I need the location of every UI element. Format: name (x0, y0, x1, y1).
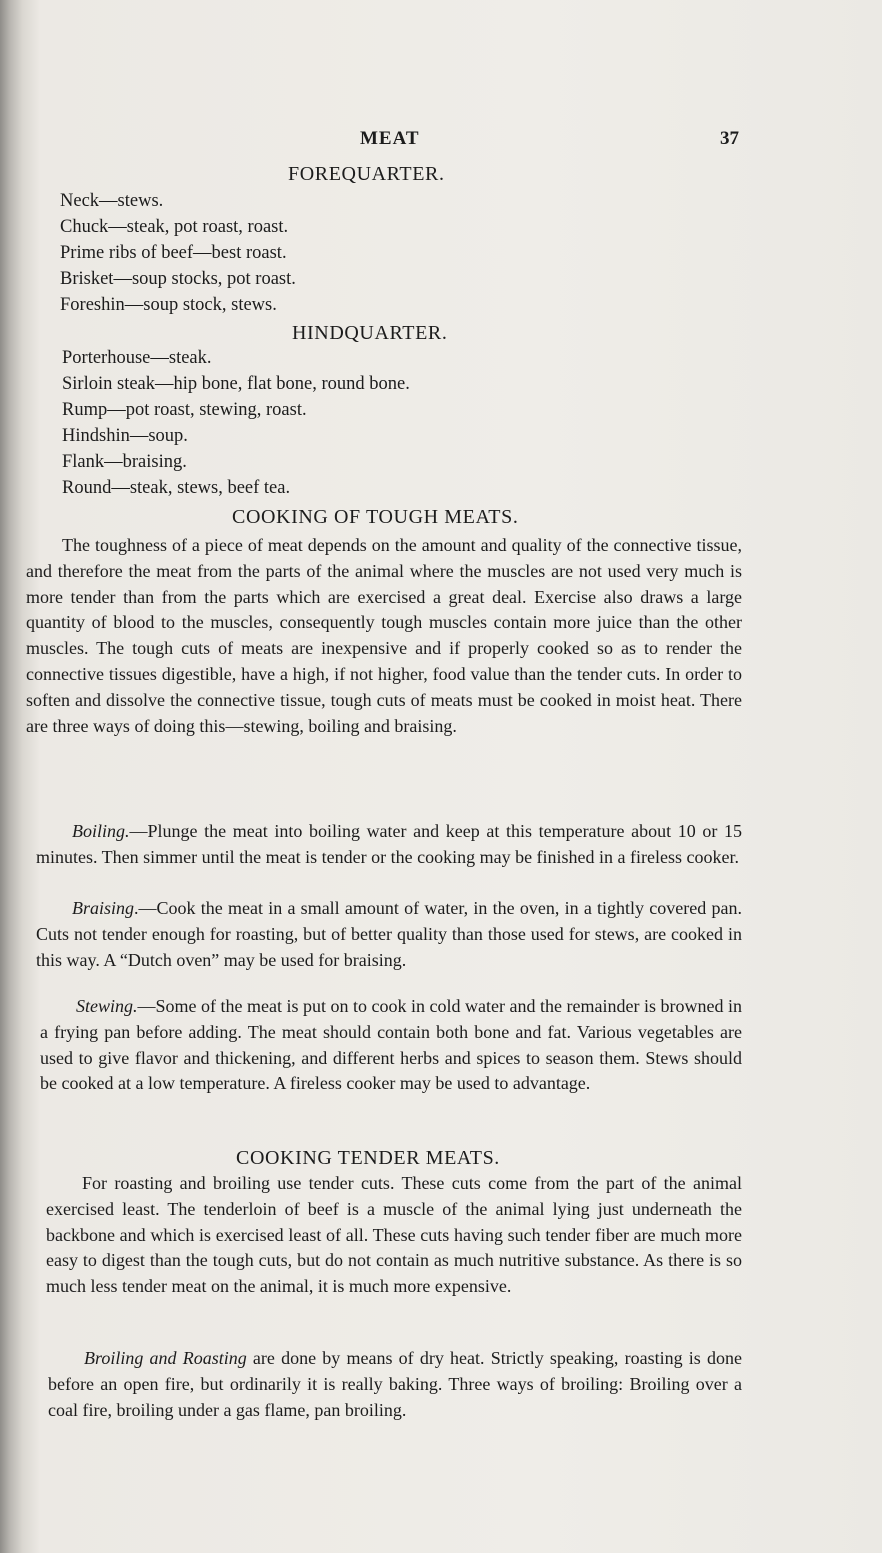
list-item: Neck—stews. (60, 191, 164, 211)
boiling-paragraph (36, 819, 742, 871)
boiling-text: —Plunge the meat into boiling water and keep at this temperature about 10 or 15 minutes. Then simmer until the meat is tender or the cooking may be finished in a fireless cooker. (36, 821, 742, 867)
forequarter-list (60, 188, 296, 318)
stewing-paragraph (40, 994, 742, 1097)
tender-meats-heading: COOKING TENDER MEATS. (236, 1147, 500, 1169)
book-binding-shadow (0, 0, 22, 1553)
list-item: Prime ribs of beef—best roast. (60, 243, 287, 263)
braising-paragraph (36, 896, 742, 973)
list-item: Sirloin steak—hip bone, flat bone, round bone. (62, 374, 410, 394)
list-item: Hindshin—soup. (62, 426, 188, 446)
stewing-text: —Some of the meat is put on to cook in cold water and the remainder is browned in a frying pan before adding. The meat should contain both bone and fat. Various vegetables are used to give flavor and thickening, and different herbs and spices to season them. Stews should be cooked at a low temperature. A fireless cooker may be used to advantage. (40, 996, 742, 1094)
braising-lead: Braising (72, 898, 135, 918)
page-number: 37 (720, 128, 739, 149)
list-item: Rump—pot roast, stewing, roast. (62, 400, 307, 420)
tough-meats-intro: The toughness of a piece of meat depends on the amount and quality of the connective tissue, and therefore the meat from the parts of the animal where the muscles are not used very much is more tender than from the parts which are exercised a great deal. Exercise also draws a large quantity of blood to the muscles, consequently tough muscles contain more juice than the other muscles. The tough cuts of meats are inexpensive and if properly cooked so as to render the connective tissues digestible, have a high, if not higher, food value than the tender cuts. In order to soften and dissolve the connective tissue, tough cuts of meats must be cooked in moist heat. There are three ways of doing this—stewing, boiling and braising. (26, 535, 742, 736)
tender-meats-intro: For roasting and broiling use tender cuts. These cuts come from the part of the animal exercised least. The tenderloin of beef is a muscle of the animal lying just underneath the backbone and which is exercised least of all. These cuts having such tender fiber are much more easy to digest than the tough cuts, but do not contain as much nutritive substance. As there is so much less tender meat on the animal, it is much more expensive. (46, 1173, 742, 1297)
list-item: Foreshin—soup stock, stews. (60, 295, 277, 315)
braising-text: .—Cook the meat in a small amount of water, in the oven, in a tightly covered pan. Cuts not tender enough for roasting, but of better quality than those used for stews, are cooked in this way. A “Dutch oven” may be used for braising. (36, 898, 742, 970)
boiling-lead: Boiling. (72, 821, 130, 841)
hindquarter-heading: HINDQUARTER. (292, 322, 448, 344)
broiling-roasting-text: are done by means of dry heat. Strictly speaking, roasting is done before an open fire, but ordinarily it is really baking. Three ways of broiling: Broiling over a coal fire, broiling under a gas flame, pan broiling. (48, 1348, 742, 1420)
running-title: MEAT (360, 128, 420, 149)
hindquarter-list (62, 345, 410, 501)
broiling-roasting-paragraph (48, 1346, 742, 1423)
broiling-roasting-lead: Broiling and Roasting (84, 1348, 247, 1368)
stewing-lead: Stewing. (76, 996, 138, 1016)
list-item: Round—steak, stews, beef tea. (62, 478, 291, 498)
forequarter-heading: FOREQUARTER. (288, 163, 445, 185)
list-item: Chuck—steak, pot roast, roast. (60, 217, 289, 237)
list-item: Flank—braising. (62, 452, 187, 472)
list-item: Porterhouse—steak. (62, 348, 212, 368)
list-item: Brisket—soup stocks, pot roast. (60, 269, 296, 289)
tough-meats-heading: COOKING OF TOUGH MEATS. (232, 506, 519, 528)
page-header (0, 128, 882, 156)
